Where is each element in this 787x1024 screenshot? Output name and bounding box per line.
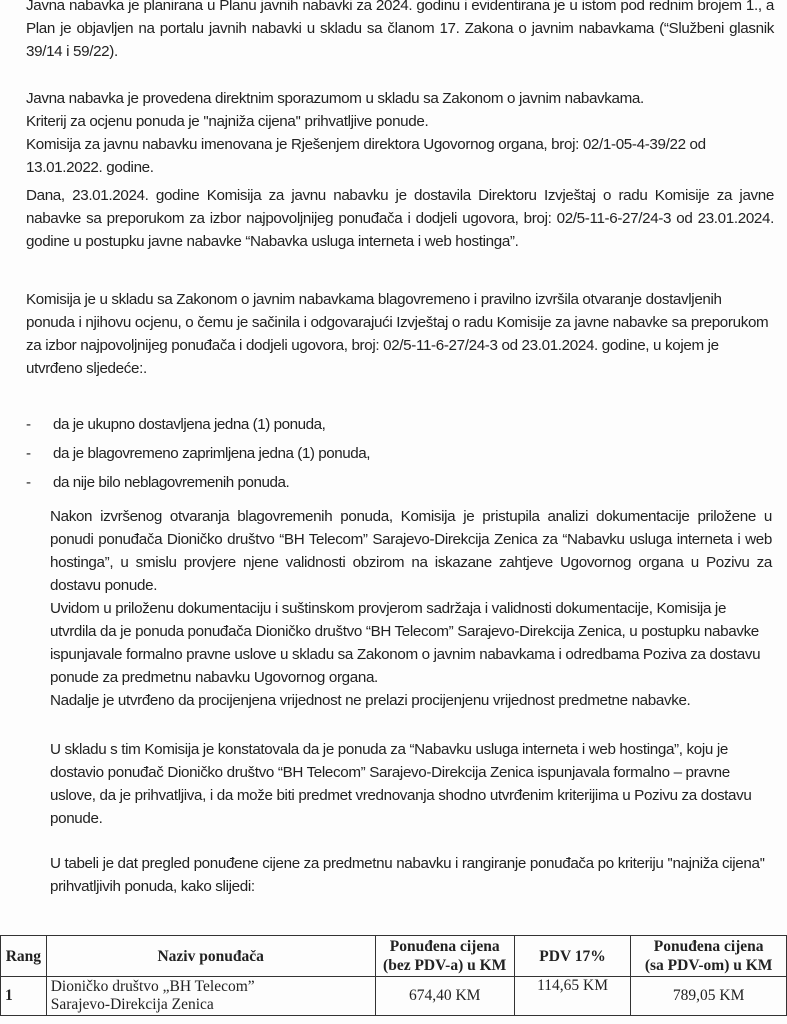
header-vat: PDV 17% (514, 936, 631, 977)
paragraph-report-delivery (26, 184, 774, 253)
list-item (26, 445, 370, 470)
criterion-line: Kriterij za ocjenu ponuda je ''najniža cijena'' prihvatljive ponude. (26, 113, 429, 130)
paragraph-plan (26, 0, 774, 63)
cell-price-gross: 789,05 KM (631, 977, 787, 1016)
dash-bullet-icon: - (26, 416, 31, 433)
dash-bullet-icon: - (26, 474, 31, 491)
header-price-net (375, 936, 514, 977)
header-price-gross-line1: Ponuđena cijena (653, 938, 764, 955)
header-price-gross-line2: (sa PDV-om) u KM (644, 957, 773, 974)
paragraph-conclusion (50, 738, 772, 830)
header-price-net-line2: (bez PDV-a) u KM (383, 957, 507, 974)
list-item (26, 416, 370, 441)
paragraph-plan-text: Javna nabavka je planirana u Planu javnih nabavki za 2024. godinu i evidentirana je u istom pod rednim brojem 1., a Plan je objavljen na portalu javnih nabavki u skladu sa članom 17. Zakona o javnim nabavkama (“Službeni glasnik 39/14 i 59/22). (26, 0, 774, 60)
findings-list (26, 416, 370, 499)
paragraph-analysis-text: Nakon izvršenog otvaranja blagovremenih ponuda, Komisija je pristupila analizi dokumentacije priložene u ponudi ponuđača Dioničko društvo “BH Telecom” Sarajevo-Direkcija Zenica za “Nabavku usluga interneta i web hostinga”, u smislu provjere njene validnosti obzirom na iskazane zahtjeve Ugovornog organa u Pozivu za dostavu ponude. (50, 508, 772, 594)
table-header-row (1, 936, 787, 977)
list-item-text: da je ukupno dostavljena jedna (1) ponuda, (53, 416, 326, 433)
paragraph-table-intro (50, 852, 772, 898)
table-row (1, 977, 787, 1016)
cell-price-net: 674,40 KM (375, 977, 514, 1016)
paragraph-commission-evaluation (26, 288, 774, 380)
paragraph-report-delivery-text: Dana, 23.01.2024. godine Komisija za javnu nabavku je dostavila Direktoru Izvještaj o radu Komisije za javne nabavke sa preporukom za izbor najpovoljnijeg ponuđača i dodjeli ugovora, broj: 02/5-11-6-27/24-3 od 23.01.2024. godine u postupku javne nabavke “Nabavka usluga interneta i web hostinga”. (26, 187, 774, 250)
bidder-name-line2: Sarajevo-Direkcija Zenica (50, 996, 214, 1013)
paragraph-table-intro-text: U tabeli je dat pregled ponuđene cijene za predmetnu nabavku i rangiranje ponuđača po kriteriju ''najniža cijena'' prihvatljivih ponuda, kako slijedi: (50, 855, 765, 895)
header-bidder-name: Naziv ponuđača (46, 936, 375, 977)
list-item (26, 474, 370, 499)
paragraph-analysis (50, 505, 772, 597)
header-price-gross (631, 936, 787, 977)
paragraph-conclusion-text: U skladu s tim Komisija je konstatovala da je ponuda za “Nabavku usluga interneta i web hostinga”, koju je dostavio ponuđač Dioničko društvo “BH Telecom” Sarajevo-Direkcija Zenica ispunjavala formalno – pravne uslove, da je prihvatljiva, i da može biti predmet vrednovanja shodno utvrđenim kriterijima u Pozivu za dostavu ponude. (50, 741, 752, 827)
procedure-line: Javna nabavka je provedena direktnim sporazumom u skladu sa Zakonom o javnim nabavkama. (26, 90, 644, 107)
paragraph-procedure (26, 87, 774, 179)
commission-line: Komisija za javnu nabavku imenovana je Rješenjem direktora Ugovornog organa, broj: 02/1-05-4-39/22 od 13.01.2022. godine. (26, 136, 706, 176)
offers-table (0, 935, 787, 1016)
list-item-text: da nije bilo neblagovremenih ponuda. (53, 474, 290, 491)
header-price-net-line1: Ponuđena cijena (389, 938, 500, 955)
list-item-text: da je blagovremeno zaprimljena jedna (1) ponuda, (53, 445, 370, 462)
paragraph-estimated-value-text: Nadalje je utvrđeno da procijenjena vrijednost ne prelazi procijenjenu vrijednost predmetne nabavke. (50, 692, 691, 709)
cell-rang: 1 (1, 977, 47, 1016)
paragraph-commission-evaluation-text: Komisija je u skladu sa Zakonom o javnim nabavkama blagovremeno i pravilno izvršila otvaranje dostavljenih ponuda i njihovu ocjenu, o čemu je sačinila i odgovarajući Izvještaj o radu Komisije za javne nabavke sa preporukom za izbor najpovoljnijeg ponuđača i dodjeli ugovora, broj: 02/5-11-6-27/24-3 od 23.01.2024. godine, u kojem je utvrđeno sljedeće:. (26, 291, 769, 377)
header-rang: Rang (1, 936, 47, 977)
dash-bullet-icon: - (26, 445, 31, 462)
bidder-name-line1: Dioničko društvo „BH Telecom” (50, 978, 255, 995)
paragraph-verification (50, 597, 776, 712)
paragraph-verification-text: Uvidom u priloženu dokumentaciju i suštinskom provjerom sadržaja i validnosti dokumentacije, Komisija je utvrdila da je ponuda ponuđača Dioničko društvo “BH Telecom” Sarajevo-Direkcija Zenica, u postupku nabavke ispunjavale formalno pravne uslove u skladu sa Zakonom o javnim nabavkama i odredbama Poziva za dostavu ponude za predmetnu nabavku Ugovornog organa. (50, 600, 761, 686)
cell-vat: 114,65 KM (514, 977, 631, 1016)
cell-bidder-name (46, 977, 375, 1016)
